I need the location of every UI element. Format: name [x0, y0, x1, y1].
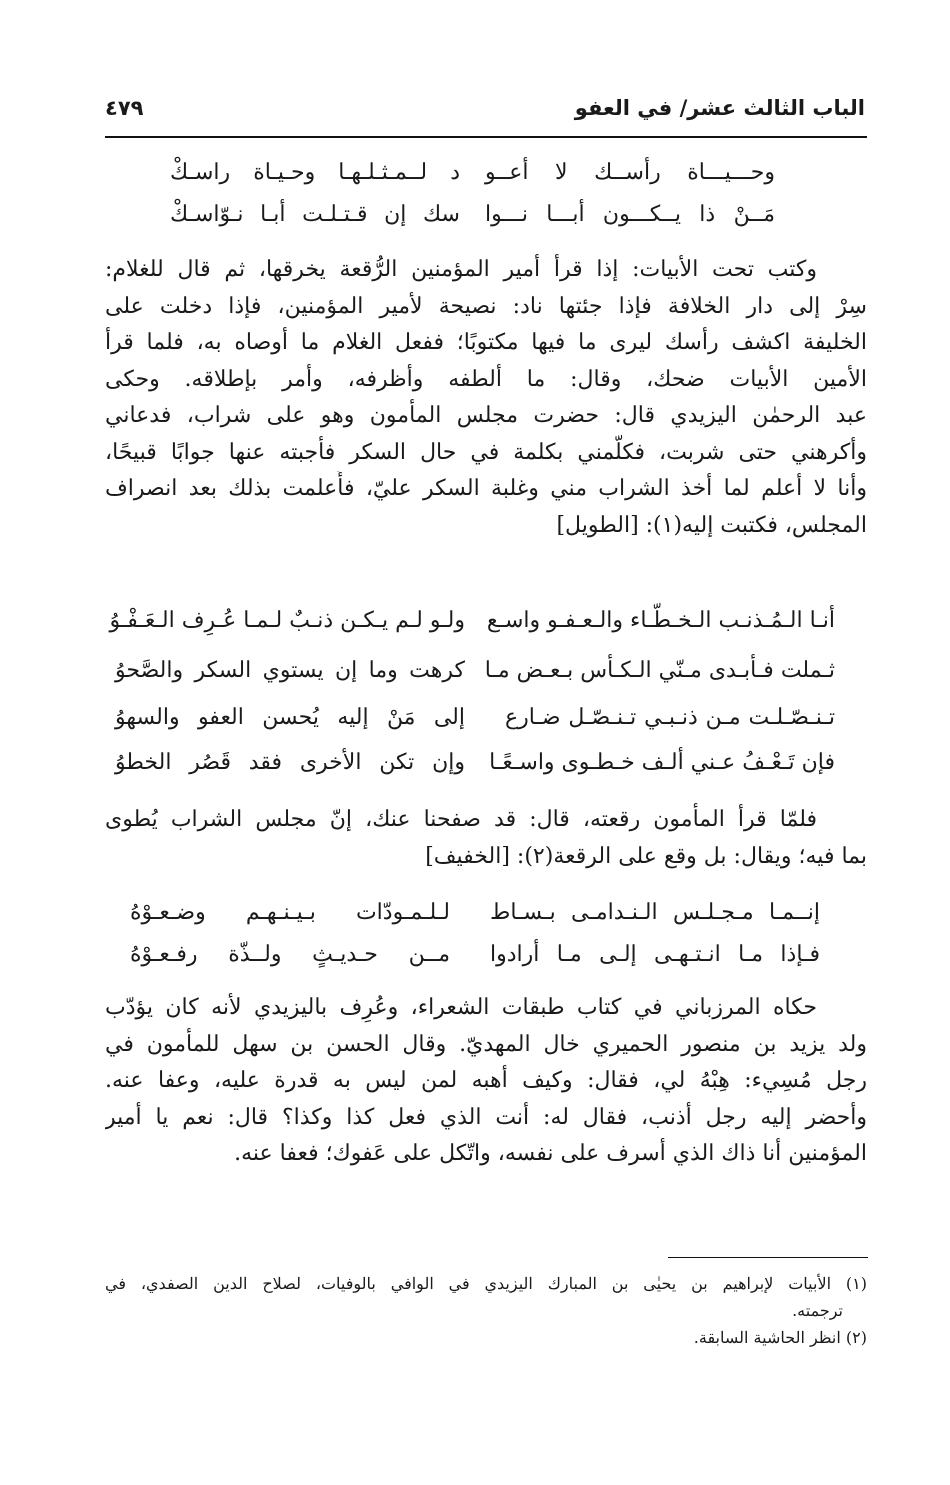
footnote-text: (٢) انظر الحاشية السابقة.: [693, 1328, 867, 1347]
paragraph: [105, 802, 867, 875]
verse-second-hemistich: سك إن قـتـلـت أبـا نـوّاسـكْ: [170, 202, 460, 227]
paragraph: [105, 990, 867, 1173]
text-line: وأنا لا أعلم لما أخذ الشراب مني وغلبة السكر عليّ، فأُعلمت بذلك بعد انصراف: [105, 476, 867, 501]
verse-first-hemistich: مَــنْ ذا يــكـــون أبـــا نـــوا: [485, 202, 775, 227]
text-line: سِرْ إلى دار الخلافة فإذا جئتها ناد: نصيحة لأمير المؤمنين، فإذا دخلت على: [105, 293, 867, 319]
page-number: ٤٧٩: [105, 96, 144, 120]
text-line: وكتب تحت الأبيات: إذا قرأ أمير المؤمنين الرُّقعة يخرقها، ثم قال للغلام:: [105, 257, 817, 282]
verse-first-hemistich: فـإذا مـا انـتـهـى إلـى مـا أرادوا: [490, 942, 820, 967]
text-line: المؤمنين أنا ذاك الذي أسرف على نفسه، واتّكل على عَفوك؛ فعفا عنه.: [234, 1141, 867, 1166]
text-line: الأمين الأبيات ضحك، وقال: ما ألطفه وأظرفه، وأمر بإطلاقه. وحكى: [105, 366, 867, 392]
verse-first-hemistich: ثـملت فـأبـدى مـنّي الـكـأس بـعـض مـا: [484, 658, 835, 683]
verse-first-hemistich: تـنـصّـلـت مـن ذنـبـي تـنـصّـل ضـارع: [505, 705, 835, 730]
verse-first-hemistich: فإن تَـعْـفُ عـني ألـف خـطـوى واسـعًـا: [489, 750, 835, 775]
running-head: [105, 92, 865, 132]
footnote-text: ترجمته.: [792, 1301, 843, 1320]
text-line: المجلس، فكتبت إليه(١): [الطويل]: [556, 512, 867, 538]
verse-second-hemistich: ولـو لـم يـكـن ذنـبٌ لـمـا عُـرِف الـعَـفْـوُ: [109, 608, 465, 633]
verse-second-hemistich: لـلـمـودّات بـيـنـهـم وضـعـوْهُ: [130, 900, 450, 925]
footnote-rule: [668, 1257, 868, 1258]
verse-second-hemistich: إلى مَنْ إليه يُحسن العفو والسهوُ: [115, 705, 465, 730]
text-line: رجل مُسِيء: هِبْهُ لي، فقال: وكيف أهبه لمن ليس به قدرة عليه، وعفا عنه.: [105, 1068, 867, 1093]
text-line: حكاه المرزباني في كتاب طبقات الشعراء، وعُرِف باليزيدي لأنه كان يؤدّب: [105, 995, 817, 1020]
verse-second-hemistich: كرهت وما إن يستوي السكر والصَّحوُ: [115, 658, 465, 683]
footnote-2: [105, 1324, 867, 1351]
text-line: فلمّا قرأ المأمون رقعته، قال: قد صفحنا عنك، إنّ مجلس الشراب يُطوى: [105, 807, 817, 832]
verse-first-hemistich: أنـا الـمُـذنـب الـخـطّـاء والـعـفـو واسـع: [486, 608, 835, 633]
paragraph: [105, 252, 867, 544]
text-line: بما فيه؛ ويقال: بل وقع على الرقعة(٢): [الخفيف]: [425, 843, 867, 869]
text-line: وأكرهني حتى شربت، فكلّمني بكلمة في حال السكر فأجبته عنها جوابًا قبيحًا،: [105, 439, 867, 465]
verse-first-hemistich: إنــمـا مـجـلـس الـنـدامـى بـسـاط: [490, 900, 820, 925]
text-line: ولد يزيد بن منصور الحميري خال المهديّ. وقال الحسن بن سهل للمأمون في: [105, 1031, 867, 1057]
text-line: الخليفة اكشف رأسك ليرى ما فيها مكتوبًا؛ ففعل الغلام ما أوصاه به، فلما قرأ: [105, 330, 867, 355]
text-line: وأحضر إليه رجل أذنب، فقال له: أنت الذي فعل كذا وكذا؟ قال: نعم يا أمير: [105, 1104, 867, 1130]
chapter-title: الباب الثالث عشر/ في العفو: [574, 96, 865, 120]
footnotes: [105, 1270, 867, 1351]
verse-second-hemistich: د لــمـثـلـهـا وحـيـاة راسـكْ: [170, 160, 460, 185]
verse-first-hemistich: وحـــيـــاة رأســك لا أعــو: [485, 160, 775, 185]
footnote-1: [105, 1270, 867, 1324]
footnote-text: (١) الأبيات لإبراهيم بن يحيٰى بن المبارك اليزيدي في الوافي بالوفيات، لصلاح الدين الصفدي، في: [105, 1274, 867, 1293]
verse-second-hemistich: وإن تكن الأخرى فقد قَصُر الخطوُ: [115, 750, 465, 775]
header-rule: [105, 136, 867, 138]
text-line: عبد الرحمٰن اليزيدي قال: حضرت مجلس المأمون وهو على شراب، فدعاني: [105, 403, 867, 428]
verse-second-hemistich: مــن حـديـثٍ ولــذّة رفـعـوْهُ: [130, 942, 450, 967]
